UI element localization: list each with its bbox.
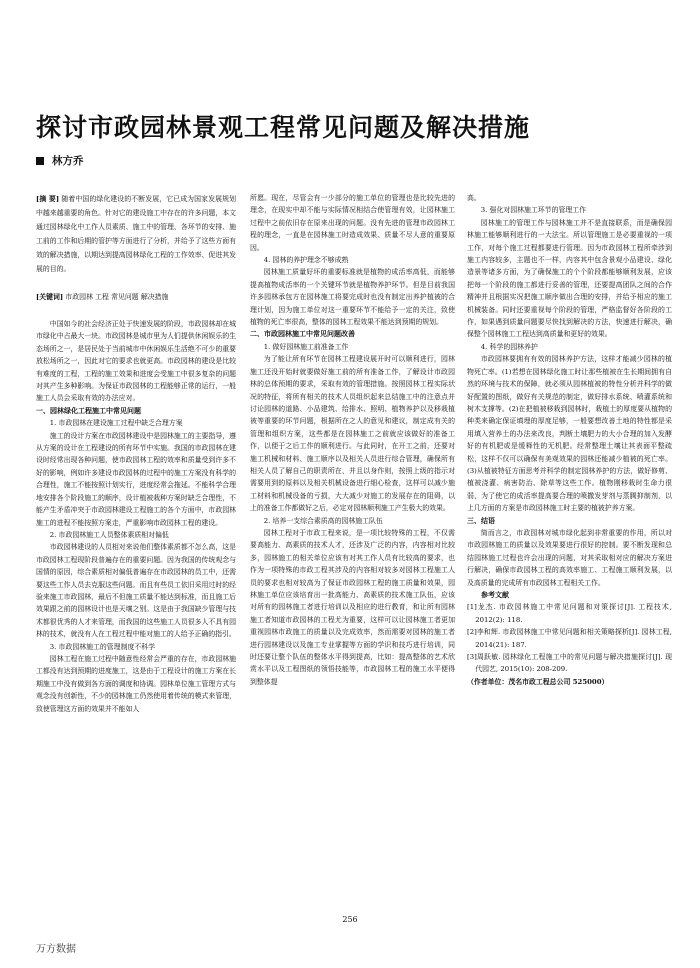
subsection-heading-2-3: 3. 强化对园林施工环节的管理工作 [480, 206, 587, 215]
author-row [36, 153, 84, 168]
paragraph-1-3-cont: 所愿。现在，尽管会有一少部分的施工单位的管理也是比较先进的理念，在现实中却不能与实际情况相结合使管理有效，让园林施工过程中之前依旧存在原来出现的问题。没有先进的管理市政园林工程的理念，一直是在园林施工时造成效果、质量不尽人意的重要原因。 [250, 194, 455, 252]
subsection-heading-2-4: 4. 科学的园林养护 [480, 342, 538, 351]
keywords-label: [关键词] [36, 293, 64, 301]
subsection-heading-1-3: 3. 市政园林施工的管理制度不科学 [49, 642, 156, 651]
abstract-label: [摘 要] [36, 195, 60, 203]
intro-paragraph: 中国如今的社会经济正处于快速发展的阶段，市政园林却在城市绿化中占最大一块。市政园林是城市里为人们提供休闲娱乐的生态场所之一，是居民处于当前城市中休闲娱乐生活绝不可少的重要放松场所之一，因此对它的要求也就更高。市政园林的建设是比较有难度的工程，工程的施工效果和进度会受施工中很多复杂的问题对其产生多种影响。为保证市政园林的工程能够正常的运行，一般施工人员会采取有效的办法应对。 [36, 320, 236, 403]
paragraph-1-2: 市政园林建设的人员相对来说他们整体素质都不怎么高，这是市政园林工程现阶段普遍存在的重要问题。因为我国的传统观念与国情的原因，综合素质相对偏低普遍存在市政园林的员工中，还需要这些工作人员去克服这些问题。而且有些员工依旧采用过时的经验来施工市政园林，最后不但施工质量不能达到标准，而且施工后效果跟之前的园林设计也是天壤之别。这是由于我国缺少管理与技术都很优秀的人才来管理，而我国的这些施工人员很多人不具有园林的技术，就没有人在工程过程中能对施工的人给予正确的指引。 [36, 543, 236, 639]
section-heading-3: 三、结语 [467, 516, 495, 525]
reference-item: [3]周跃敏. 园林绿化工程施工中的常见问题与解决措施探讨[J]. 现代园艺, 2015(10): 208-209. [467, 653, 672, 674]
article-title: 探讨市政园林景观工程常见问题及解决措施 [36, 113, 531, 142]
author-name: 林方乔 [52, 155, 84, 167]
subsection-heading-2-2: 2. 培养一支综合素质高的园林施工队伍 [263, 516, 383, 525]
paragraph-1-4: 园林施工质量好坏的重要标准就是植物的成活率高低，而能够提高植物成活率的一个关键环节就是植物养护环节。但是目前我国许多园林承包方在园林施工将要完成时也没有制定出养护植被的合理计划，因为施工单位对这一重要环节不能给予一定的关注，致使植物的死亡率很高，整体的园林工程效果不能达到预期的规划。 [250, 268, 455, 327]
column-left [36, 192, 236, 902]
paragraph-2-2-cont: 高。 [467, 194, 481, 202]
subsection-heading-1-2: 2. 市政园林施工人员整体素质相对偏低 [49, 530, 169, 539]
author-affiliation: （作者单位：茂名市政工程总公司 525000） [467, 677, 609, 686]
source-watermark: 万方数据 [36, 944, 76, 955]
column-middle [250, 192, 455, 902]
section-heading-2: 二、市政园林施工中常见问题改善 [250, 330, 355, 339]
abstract-text: 随着中国的绿化建设的不断发展，它已成为国家发展规划中越来越重要的角色。针对它的建设施工中存在的许多问题，本文通过园林绿化中工作人员素质、施工中的管理、各环节的安排、施工前的工作和后期的管护等方面进行了分析，并给予了这些方面有效的解决措施，以期达到提高园林绿化工程的工作效率、促进其发展的目的。 [36, 195, 236, 273]
reference-item: [1]龙杰. 市政园林施工中常见问题和对策探讨[J]. 工程技术, 2012(2): 118. [467, 603, 672, 624]
author-bullet-icon [36, 157, 44, 165]
spacer [36, 304, 236, 318]
page-number: 256 [342, 915, 358, 924]
paragraph-2-2: 园林工程对于市政工程来说，是一项比较特殊的工程，不仅需要高能力、高素质的技术人才，还涉及广泛的内容，内容相对比较多，园林施工的相关单位应该有对其工作人员有比较高的要求，也作为一项特殊的市政工程其涉及的内容相对较多对园林工程施工人员的要求也相对较高为了保证市政园林工程的施工质量和效果，园林施工单位应该培育出一批高能力、高素质的技术施工队伍，应该对所有的园林施工者进行培训以及相应的进行教育，和让所有园林施工者知道市政园林的工程尤为重要，这样可以让园林施工者更加重视园林市政施工的质量以及完成效率，然而需要对园林的施工者进行园林建设以及施工专业掌握等方面的学识和技巧进行培训，同时还要让整个队伍的整体水平得到提高，比如：提高整体的艺术欣赏水平以及工程图纸的领悟技能等，市政园林工程的施工水平便得到整体提 [250, 528, 455, 686]
subsection-heading-2-1: 1. 做好园林施工前准备工作 [263, 342, 349, 351]
paragraph-3: 简而言之，市政园林对城市绿化起到非常重要的作用，所以对市政园林施工的质量以及效果要进行很好的控制。要不断发现和总结园林施工过程也许会出现的问题，对其采取相对应的解决方案进行解决，确保市政园林工程的高效率施工、工程施工顺利发展，以及高质量的完成所有市政园林工程相关工作。 [467, 528, 672, 587]
paragraph-1-3: 园林工程在施工过程中随意性经常会严重的存在，市政园林施工都没有达到预期的进度施工，这是由于工程设计的施工方案在长期施工中没有做到各方面的调度和协调。园林单位施工管理方式与观念没有创新性，不少的园林施工仍然使用着传统的模式来管理，致使管理这方面的效果并不能如人 [36, 654, 236, 713]
paragraph-2-1: 为了能让所有环节在园林工程建设展开时可以顺利进行，园林施工还没开始时就要做好施工前的所有准备工作，了解设计市政园林的总体预期的要求，采取有效的管理措施。按照园林工程实际状况的特征，将所有相关的技术人员组织起来总结施工中的注意点并讨论园林的道路、小品建筑、给排水、照明、植物养护以及移栽植被等重要的环节问题，根据所在之人的意见和建议，制定成有关的管理和组织方案，这些都是在园林施工之前就应该做好的准备工作，以便于之后工作的顺利进行。与此同时，在开工之前，还要对施工机械和材料、施工顺序以及相关人员进行综合管理，确保所有相关人员了解自己的职责所在，并且以身作则，按照上级的指示对需要用到的原料以及相关机械设备进行细心检查，这样可以减少施工材料和机械设备的亏损，大大减少对施工的发展存在的阻碍，以上的准备工作都做好之后，必定对园林顺利施工产生极大的效果。 [250, 355, 455, 513]
column-right [467, 192, 672, 897]
references-heading: 参考文献 [481, 591, 509, 599]
paragraph-2-4: 市政园林要拥有有效的园林养护方法，这样才能减少园林的植物死亡率。(1)若想在园林绿化施工时让那些植被在生长期间拥有自然的环境与技术的保障，就必须从园林植被的特性分析并科学的做好配置的图纸，做好有关规范的制定，做好排水系统、喷灌系统和树木支撑等。(2)在把植被移栽到园林时，栽植土的厚度要从植物的种类来确定保证填埋的厚度足够，一般要想改善土地的特性都是采用填入营养土的办法来改良，判断土壤肥力的大小合理的加入发酵好的有机肥或是缓释性的无机肥。经常整理土壤让其表面平整疏松，这样不仅可以确保有美观效果的园林还能减少植被的死亡率。(3)从植被特征方面思考并科学的制定园林养护的方法，做好修剪、植被浇灌、病害防治、除草等这些工作。植物刚移栽时生命力很弱，为了使它的成活率提高要合理的喷撒发芽剂与蒸腾抑制剂，以上几方面的方案是市政园林施工时主要的植被护养方案。 [467, 355, 672, 513]
subsection-heading-1-4: 4. 园林的养护理念不够成熟 [263, 256, 349, 265]
keywords-text: 市政园林 工程 常见问题 解决措施 [65, 293, 169, 301]
section-heading-1: 一、园林绿化工程施工中常见问题 [36, 406, 141, 415]
reference-item: [2]李和辉. 市政园林施工中常见问题和相关策略探析[J]. 园林工程, 2014(21): 187. [467, 628, 672, 649]
subsection-heading-1-1: 1. 市政园林在建设施工过程中缺乏合理方案 [49, 419, 183, 428]
paragraph-2-3: 园林施工的管理工作与园林施工并不是直接联系，而是确保园林施工能够顺利进行的一大法宝。所以管理施工是必要重视的一项工作，对每个施工过程都要进行管理。因为市政园林工程所牵涉到施工内容较多，主题也不一样，内容其中包含景观小品建设、绿化造景等诸多方面，为了确保施工的个个阶段都能够顺利发展，应该把每一个阶段的施工都进行妥善的管理，还要提高团队之间的合作精神并且根据实况把施工顺序做出合理的安排，并给予相应的施工机械装备。同时还要重视每个阶段的管理，严格监督好各阶段的工作，如果遇到质量问题要尽快找到解决的方法，快速进行解决，确保整个园林施工工程达到高质量和更好的效果。 [467, 218, 672, 339]
paragraph-1-1: 施工的设计方案在市政园林建设中是园林施工的主要指导，遵从方案的设计在工程建设的所有环节中实施。我国的市政园林在建设时经常出现各种问题，使市政园林工程的效率和质量受到许多不好的影响，例如许多建设市政园林的过程中的施工方案没有科学的合理性，施工不能按照计划实行，进度经常会拖延。不能科学合理地安排各个阶段施工的顺序，设计植被栽种方案时缺乏合理性，不能产生矛盾冲突于市政园林建设工程施工的各个方面中，市政园林施工的进程不能按照方案走，严重影响市政园林工程的建设。 [36, 431, 236, 527]
abstract [36, 192, 236, 276]
keywords [36, 290, 236, 304]
